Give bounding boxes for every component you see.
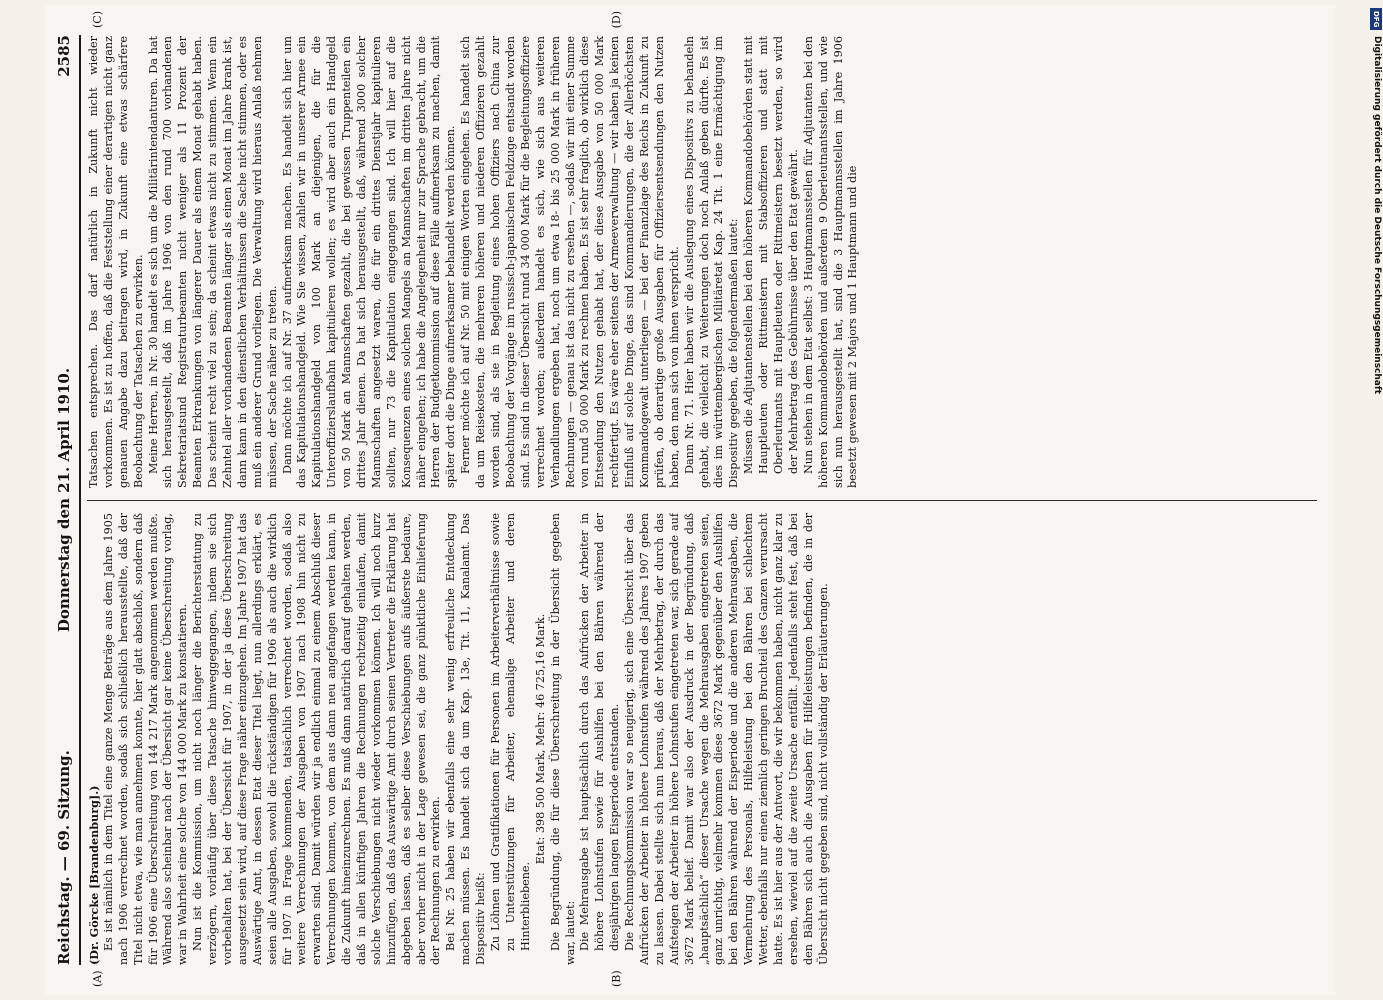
paragraph: Die Begründung, die für diese Überschreitung in der Übersicht gegeben war, lautet: bbox=[548, 513, 577, 965]
paragraph: Bei Nr. 25 haben wir ebenfalls eine sehr wenig erfreuliche Entdeckung machen müssen. Es handelt sich da um Kap. 13e, Tit. 11, Kanalamt. Das Dispositiv heißt: bbox=[444, 513, 488, 965]
right-column bbox=[87, 36, 1317, 488]
paragraph: Dann möchte ich auf Nr. 37 aufmerksam machen. Es handelt sich hier um das Kapitulationshandgeld. Wie Sie wissen, zahlen wir in unserer Armee ein Kapitulationshandgeld von 100 Mark an diejenigen, die für die Unteroffizierslaufbahn kapitulieren wollen; es wird aber auch ein Handgeld von 50 Mark an Mannschaften gezahlt, die bei gewissen Truppenteilen ein drittes Jahr dienen. Da hat sich herausgestellt, daß, während 3000 solcher Mannschaften angesetzt waren, die für ein drittes Dienstjahr kapitulieren sollten, nur 73 die Kapitulation eingegangen sind. Ich will hier auf die Konsequenzen eines solchen Mangels an Mannschaften im dritten Jahre nicht näher eingehen; ich habe die Angelegenheit nur zur Sprache gebracht, um die Herren der Budgetkommission auf diese Fälle aufmerksam zu machen, damit später dort die Dinge aufmerksamer behandelt werden können. bbox=[280, 36, 458, 488]
margin-marker-d: (D) bbox=[610, 11, 623, 29]
quoted-justification: Die Mehrausgabe ist hauptsächlich durch das Aufrücken der Arbeiter in höhere Lohnstufen sowie für Aushilfen bei den Bähren während der diesjährigen langen Eisperiode entstanden. bbox=[578, 513, 622, 951]
margin-marker-b: (B) bbox=[610, 970, 623, 987]
document-page bbox=[45, 5, 1335, 995]
left-column bbox=[87, 513, 1317, 965]
paragraph: Es ist nämlich in dem Titel eine ganze Menge Beträge aus dem Jahre 1905 nach 1906 verrechnet worden, sodaß sich schließlich herausstellte, daß der Titel nicht etwa, wie man annehmen konnte, hier glatt abschloß, sondern daß für 1906 eine Überschreitung von 144 217 Mark angenommen werden mußte. Während also scheinbar nach der Übersicht gar keine Überschreitung vorlag, war in Wahrheit eine solche von 144 000 Mark zu konstatieren. bbox=[101, 513, 190, 965]
page-header bbox=[53, 35, 79, 965]
paragraph: Nun ist die Kommission, um nicht noch länger die Berichterstattung zu verzögern, vorläufig über diese Tatsache hinweggegangen, indem sie sich vorbehalten hat, bei der Übersicht für 1907, in der ja diese Überschreitung ausgesetzt sein wird, auf diese Frage näher einzugehen. Im Jahre 1907 hat das Auswärtige Amt, in dessen Etat dieser Titel liegt, nun allerdings erklärt, es seien alle Ausgaben, sowohl die rückständigen für 1906 als auch die wirklich für 1907 in Frage kommenden, tatsächlich verrechnet worden, sodaß also weitere Verrechnungen der Ausgaben von 1907 nach 1908 hin nicht zu erwarten sind. Damit würden wir ja endlich einmal zu einem Abschluß dieser Verrechnungen kommen, von dem aus dann neu angefangen werden kann, in die Zukunft hineinzurechnen. Es muß dann natürlich darauf gehalten werden, daß in allen künftigen Jahren die Rechnungen rechtzeitig einlaufen, damit solche Verschiebungen nicht wieder vorkommen können. Ich will noch kurz hinzufügen, daß das Auswärtige Amt durch seinen Vertreter die Erklärung hat abgeben lassen, daß es selber diese Verschiebungen aufs äußerste bedaure, aber vorher nicht in der Lage gewesen sei, die ganz pünktliche Einlieferung der Rechnungen zu erwirken. bbox=[191, 513, 443, 965]
digitization-note: Digitalisierung gefördert durch die Deutsche Forschungsgemeinschaft bbox=[1372, 36, 1382, 395]
header-rule bbox=[79, 35, 81, 965]
speaker-label: (Dr. Görcke [Brandenburg].) bbox=[87, 785, 101, 965]
page-number: 2585 bbox=[55, 35, 73, 77]
quoted-dispositive: Müssen die Adjutantenstellen bei den höheren Kommandobehörden statt mit Hauptleuten oder Rittmeistern mit Stabsoffizieren und statt mit Oberleutnants mit Hauptleuten oder Rittmeistern besetzt werden, so wird der Mehrbetrag des Gebührnisse über den Etat gewährt. bbox=[742, 36, 800, 474]
header-publication: Reichstag. — 69. Sitzung. bbox=[55, 750, 73, 965]
paragraph: Dann Nr. 71. Hier haben wir die Auslegung eines Dispositivs zu behandeln gehabt, die vielleicht zu Weiterungen doch noch Anlaß geben dürfte. Es ist dies im württembergischen Militäretat Kap. 24 Tit. 1 eine Ermächtigung im Dispositiv gegeben, die folgendermaßen lautet: bbox=[682, 36, 741, 488]
margin-marker-c: (C) bbox=[91, 11, 104, 28]
paragraph: Ferner möchte ich auf Nr. 50 mit einigen Worten eingehen. Es handelt sich da um Reisekosten, die mehreren höheren und niederen Offizieren gezahlt worden sind, als sie in Begleitung eines hohen Offiziers nach China zur Beobachtung der Vorgänge im russisch-japanischen Feldzuge entsandt worden sind. Es sind in dieser Übersicht rund 34 000 Mark für die Begleitungsoffiziere verrechnet worden; außerdem handelt es sich, wie sich aus weiteren Verhandlungen ergeben hat, noch um etwa 18- bis 25 000 Mark in früheren Rechnungen — genau ist das nicht zu ersehen —, sodaß wir mit einer Summe von rund 50 000 Mark zu rechnen haben. Es ist sehr fraglich, ob wirklich diese Entsendung den Nutzen gehabt hat, der diese Ausgabe von 50 000 Mark rechtfertigt. Es wäre eher seitens der Armeeverwaltung — wir haben ja keinen Einfluß auf solche Dinge, das sind Kommandierungen, die der Allerhöchsten Kommandogewalt unterliegen — bei der Finanzlage des Reichs in Zukunft zu prüfen, ob derartige große Ausgaben für Offiziersentsendungen den Nutzen haben, den man sich von ihnen verspricht. bbox=[459, 36, 681, 488]
column-divider bbox=[87, 500, 1317, 501]
margin-marker-a: (A) bbox=[91, 970, 104, 987]
paragraph: Tatsachen entsprechen. Das darf natürlich in Zukunft nicht wieder vorkommen. Es ist zu hoffen, daß die Feststellung einer derartigen nicht ganz genauen Angabe dazu beitragen wird, in Zukunft eine etwas schärfere Beobachtung der Tatsachen zu erwirken. bbox=[87, 36, 145, 488]
budget-line: Etat: 398 500 Mark, Mehr: 46 725,16 Mark. bbox=[533, 613, 547, 865]
paragraph: Die Rechnungskommission war so neugierig, sich eine Übersicht über das Aufrücken der Arbeiter in höhere Lohnstufen während des Jahres 1907 geben zu lassen. Dabei stellte sich nun heraus, daß der Mehrbetrag, der durch das Aufsteigen der Arbeiter in höhere Lohnstufen eingetreten war, sich gerade auf 3672 Mark belief. Damit war also der Ausdruck in der Begründung, daß „hauptsächlich“ dieser Ursache wegen die Mehrausgaben eingetreten seien, ganz unrichtig, vielmehr kommen diese 3672 Mark gegenüber den Aushilfen bei den Bähren während der Eisperiode und die anderen Mehrausgaben, die Vermehrung des Personals, Hilfeleistung bei den Bähren bei schlechtem Wetter, ebenfalls nur einen ziemlich geringen Bruchteil des Ganzen verursacht hatte. Es ist hier aus der Antwort, die wir bekommen haben, nicht ganz klar zu ersehen, wieviel auf die zweite Ursache entfällt. Jedenfalls steht fest, daß bei den Bähren sich auch die Ausgaben für Hilfeleistungen befinden, die in der Übersicht nicht gegeben sind, nicht vollständig der Erläuterungen. bbox=[623, 513, 830, 965]
dfg-logo: DFG bbox=[1370, 8, 1382, 30]
header-date: Donnerstag den 21. April 1910. bbox=[55, 367, 73, 633]
paragraph: Nun stehen in dem Etat selbst: 3 Hauptmannsstellen für Adjutanten bei den höheren Kommandobehörden und außerdem 9 Oberleutnantsstellen, und wie sich nun herausgestellt hat, sind die 3 Hauptmannsstellen im Jahre 1906 besetzt gewesen mit 2 Majors und 1 Hauptmann und die bbox=[801, 36, 860, 488]
paragraph: Meine Herren, in Nr. 30 handelt es sich um die Militärintendanturen. Da hat sich herausgestellt, daß im Jahre 1906 von den rund 700 vorhandenen Sekretariatsund Registraturbeamten nicht weniger als 11 Prozent der Beamten Erkrankungen von längerer Dauer als einem Monat gehabt haben. Das scheint recht viel zu sein; da scheint etwas nicht zu stimmen. Wenn ein Zehntel aller vorhandenen Beamten länger als einen Monat im Jahre krank ist, dann kann in den dienstlichen Verhältnissen die Sache nicht stimmen, oder es muß ein anderer Grund vorliegen. Die Verwaltung wird hieraus Anlaß nehmen müssen, der Sache näher zu treten. bbox=[146, 36, 279, 488]
quoted-dispositive: Zu Löhnen und Gratifikationen für Personen im Arbeiterverhältnisse sowie zu Unterstützungen für Arbeiter, ehemalige Arbeiter und deren Hinterbliebene. bbox=[489, 513, 532, 951]
